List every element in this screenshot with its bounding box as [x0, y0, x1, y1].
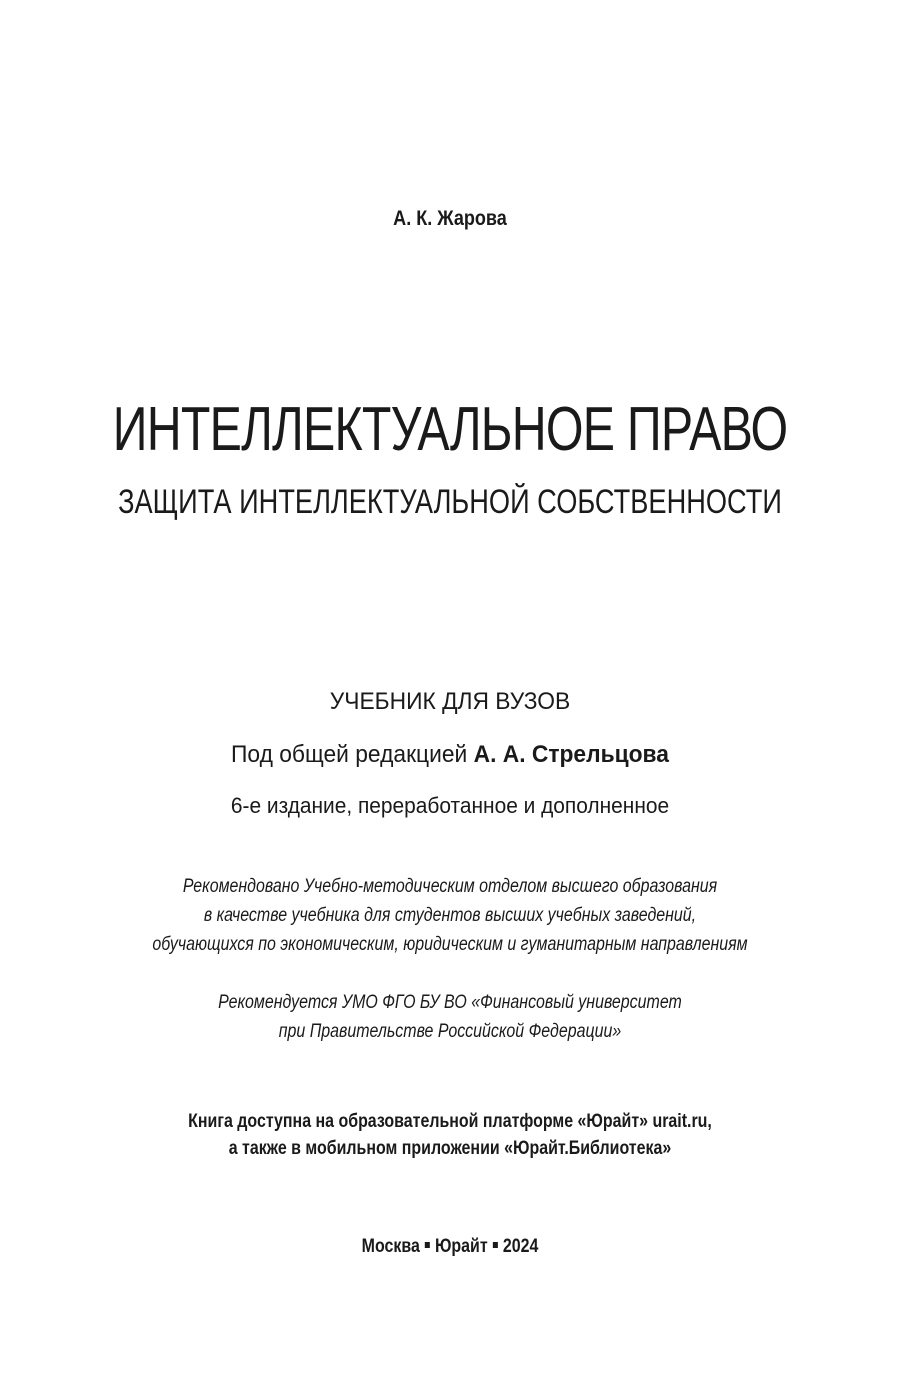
recommendation-block-2	[72, 988, 828, 1046]
editor-name: А. А. Стрельцова	[473, 741, 669, 768]
author-name: А. К. Жарова	[393, 207, 507, 230]
imprint-city: Москва	[361, 1236, 420, 1257]
imprint-publisher: Юрайт	[434, 1236, 488, 1257]
platform-line: Книга доступна на образовательной платформе «Юрайт» urait.ru,	[188, 1111, 712, 1132]
edition-info: 6-е издание, переработанное и дополненное	[230, 793, 670, 818]
platform-notice	[72, 1108, 828, 1162]
recommendation-2-line: Рекомендуется УМО ФГО БУ ВО «Финансовый университет	[218, 992, 682, 1013]
book-type: УЧЕБНИК ДЛЯ ВУЗОВ	[329, 688, 571, 715]
square-separator-icon	[425, 1242, 430, 1248]
recommendation-1-line: в качестве учебника для студентов высших учебных заведений,	[203, 905, 697, 926]
book-subtitle: ЗАЩИТА ИНТЕЛЛЕКТУАЛЬНОЙ СОБСТВЕННОСТИ	[118, 483, 782, 521]
recommendation-1-line: обучающихся по экономическим, юридическим и гуманитарным направлениям	[152, 934, 748, 955]
recommendation-block-1	[72, 872, 828, 959]
platform-line: а также в мобильном приложении «Юрайт.Библиотека»	[228, 1138, 672, 1159]
imprint	[72, 1236, 828, 1258]
square-separator-icon	[493, 1242, 498, 1248]
book-title: ИНТЕЛЛЕКТУАЛЬНОЕ ПРАВО	[112, 395, 788, 464]
recommendation-1-line: Рекомендовано Учебно-методическим отделом высшего образования	[182, 876, 718, 897]
editor-prefix: Под общей редакцией	[231, 741, 474, 768]
recommendation-2-line: при Правительстве Российской Федерации»	[278, 1021, 622, 1042]
imprint-year: 2024	[502, 1236, 539, 1257]
editor-line	[23, 741, 878, 769]
